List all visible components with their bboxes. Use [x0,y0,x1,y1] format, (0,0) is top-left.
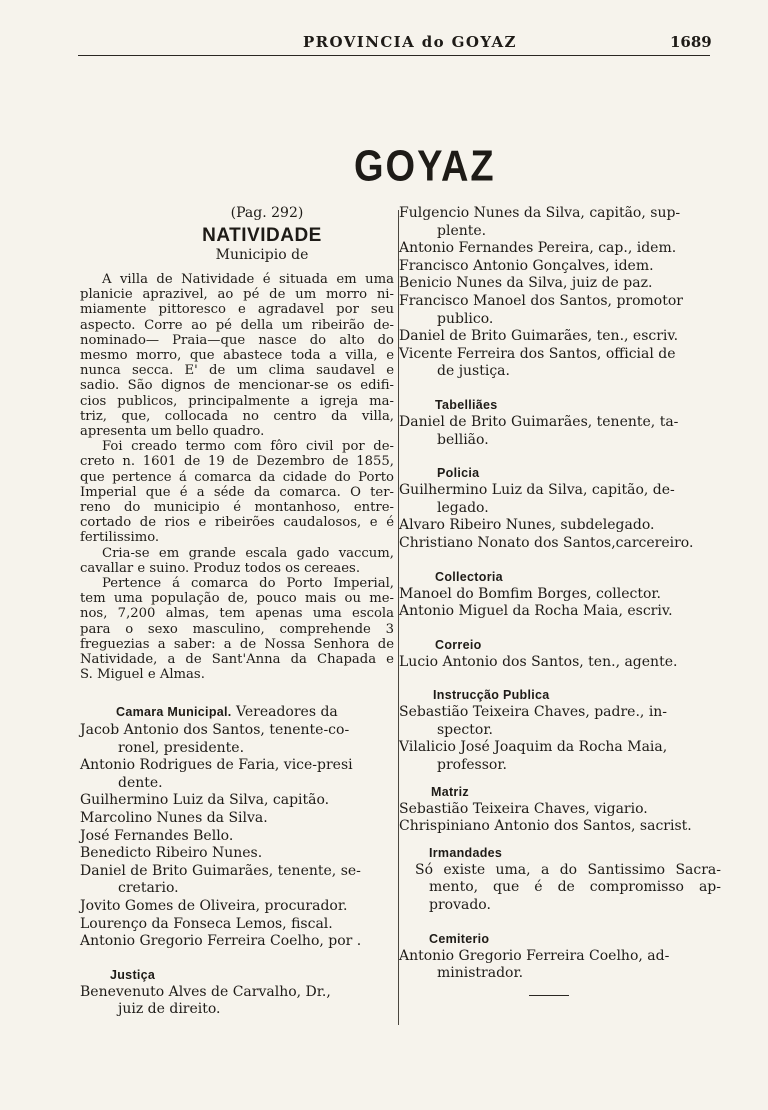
section-title: NATIVIDADE [202,225,322,246]
camara-heading-line [80,704,394,722]
text-line: que pertence á comarca da cidade do Porto [80,469,394,485]
irmandades-section [399,845,721,915]
section-heading: Instrucção Publica [433,688,550,703]
entry-continuation: ronel, presidente. [118,739,245,756]
entry-line: Lucio Antonio dos Santos, ten., agente. [399,653,678,670]
text-line: Pertence á comarca do Porto Imperial, [102,576,394,592]
entry-line: Sebastião Teixeira Chaves, vigario. [399,800,648,817]
text-line: cios publicos, principalmente a igreja ma- [80,393,394,409]
entry-continuation: professor. [437,757,507,774]
entry-continuation: juiz de direito. [118,1001,221,1018]
entry-continuation: spector. [437,721,493,738]
entry-continuation: plente. [437,222,487,239]
entry-line: Marcolino Nunes da Silva. [80,810,268,827]
text-line: triz, que, collocada no centro da villa, [80,408,394,424]
entry-continuation: cretario. [118,880,179,897]
entry-continuation: legado. [437,499,489,516]
justica-section [80,967,394,1019]
section-heading: Policia [437,466,480,481]
page-number: 1689 [670,33,712,51]
text-line: tem uma população de, pouco mais ou me- [80,591,394,607]
collectoria-section [399,569,721,621]
text-line: miamente pittoresco e agradavel por seu [80,302,394,318]
text-line: planicie aprazivel, ao pé de um morro ni- [80,287,394,303]
entry-continuation: bellião. [437,431,489,448]
entry-line: Francisco Manoel dos Santos, promotor [399,292,683,309]
text-line: mento, que é de compromisso ap- [429,879,721,896]
policia-section [399,465,721,552]
header-rule [78,55,710,56]
section-heading: Irmandades [429,845,503,860]
instrucao-section [399,687,721,774]
text-line: aspecto. Corre ao pé della um ribeirão de- [80,317,394,333]
section-heading: Collectoria [435,569,503,584]
entry-line: Antonio Gregorio Ferreira Coelho, por . [80,933,362,950]
text-line: mesmo morro, que abastece toda a villa, e [80,348,394,364]
entry-line: Lourenço da Fonseca Lemos, fiscal. [80,915,333,932]
text-line: freguezias a saber: a de Nossa Senhora de [80,636,394,652]
text-line: A villa de Natividade é situada em uma [102,272,394,287]
entry-continuation: publico. [437,310,494,327]
text-line: nunca secca. E' de um clima saudavel e [80,363,394,379]
text-line: cortado de rios e ribeirões caudalosos, e é [80,515,394,531]
entry-line: Christiano Nonato dos Santos,carcereiro. [399,534,694,551]
text-line: fertilissimo. [80,530,160,546]
text-line: creto n. 1601 de 19 de Dezembro de 1855, [80,454,394,470]
main-title: GOYAZ [354,142,496,192]
entry-line: Guilhermino Luiz da Silva, capitão. [80,792,330,809]
section-heading: Justiça [110,967,156,982]
entry-line: Vilalicio José Joaquim da Rocha Maia, [399,739,668,756]
entry-line: José Fernandes Bello. [80,827,234,844]
entry-line: Guilhermino Luiz da Silva, capitão, de- [399,482,675,499]
text-line: cavallar e suino. Produz todos os cereaes. [80,560,361,576]
text-line: Foi creado termo com fôro civil por de- [102,439,394,455]
page-reference: (Pag. 292) [230,205,304,221]
text-line: nominado— Praia—que nasce do alto do [80,332,394,348]
entry-line: Antonio Gregorio Ferreira Coelho, ad- [399,947,670,964]
section-heading: Matriz [431,784,469,799]
paragraph-livestock [80,546,394,576]
right-column [399,205,721,996]
entry-line: Daniel de Brito Guimarães, ten., escriv. [399,328,679,345]
entry-line: Francisco Antonio Gonçalves, idem. [399,257,654,274]
justica-continued [399,205,721,381]
camara-municipal-section [80,704,394,950]
entry-line: Vicente Ferreira dos Santos, official de [399,345,676,362]
correio-section [399,637,721,672]
text-line: Imperial que é a séde da comarca. O ter- [80,484,394,500]
paragraph-population [80,576,394,682]
entry-continuation: de justiça. [437,363,510,380]
entry-line: Daniel de Brito Guimarães, tenente, ta- [399,413,679,430]
cemiterio-section [399,931,721,983]
section-heading: Tabelliães [435,397,498,412]
entry-line: Alvaro Ribeiro Nunes, subdelegado. [399,517,655,534]
entry-continuation: ministrador. [437,965,524,982]
entry-line: Benedicto Ribeiro Nunes. [80,845,263,862]
left-column [80,205,394,1019]
running-header-title: PROVINCIA do GOYAZ [303,33,517,51]
section-heading: Correio [435,637,482,652]
entry-line: Antonio Rodrigues de Faria, vice-presi [80,757,353,774]
text-line: nos, 7,200 almas, tem apenas uma escola [80,606,394,622]
text-line: Natividade, a de Sant'Anna da Chapada e [80,652,394,668]
text-line: provado. [429,897,491,914]
paragraph-creation [80,439,394,545]
section-heading: Cemiterio [429,931,490,946]
end-rule [529,995,569,996]
entry-line: Benevenuto Alves de Carvalho, Dr., [80,983,331,1000]
text-line: S. Miguel e Almas. [80,667,205,683]
text-line: Cria-se em grande escala gado vaccum, [102,545,394,561]
entry-line: Antonio Miguel da Rocha Maia, escriv. [399,603,673,620]
text-line: Só existe uma, a do Santissimo Sacra- [415,861,721,878]
entry-line: Jacob Antonio dos Santos, tenente-co- [80,722,350,739]
text-line: reno do municipio é montanhoso, entre- [80,500,394,516]
entry-line: Manoel do Bomfim Borges, collector. [399,585,661,602]
section-heading-intro: Vereadores da [236,704,338,721]
entry-line: Fulgencio Nunes da Silva, capitão, sup- [399,205,681,221]
paragraph-description [80,272,394,439]
entry-line: Chrispiniano Antonio dos Santos, sacrist. [399,818,692,835]
text-line: apresenta um bello quadro. [80,424,265,440]
entry-line: Daniel de Brito Guimarães, tenente, se- [80,862,361,879]
entry-line: Sebastião Teixeira Chaves, padre., in- [399,704,668,721]
entry-line: Jovito Gomes de Oliveira, procurador. [80,898,348,915]
text-line: sadio. São dignos de mencionar-se os edifi- [80,378,394,394]
text-line: para o sexo masculino, comprehende 3 [80,621,394,637]
section-heading: Camara Municipal. [116,705,232,720]
matriz-section [399,784,721,836]
entry-continuation: dente. [118,774,163,791]
tabelliaes-section [399,397,721,449]
entry-line: Antonio Fernandes Pereira, cap., idem. [399,240,677,257]
entry-line: Benicio Nunes da Silva, juiz de paz. [399,275,653,292]
section-subtitle: Municipio de [215,247,309,263]
